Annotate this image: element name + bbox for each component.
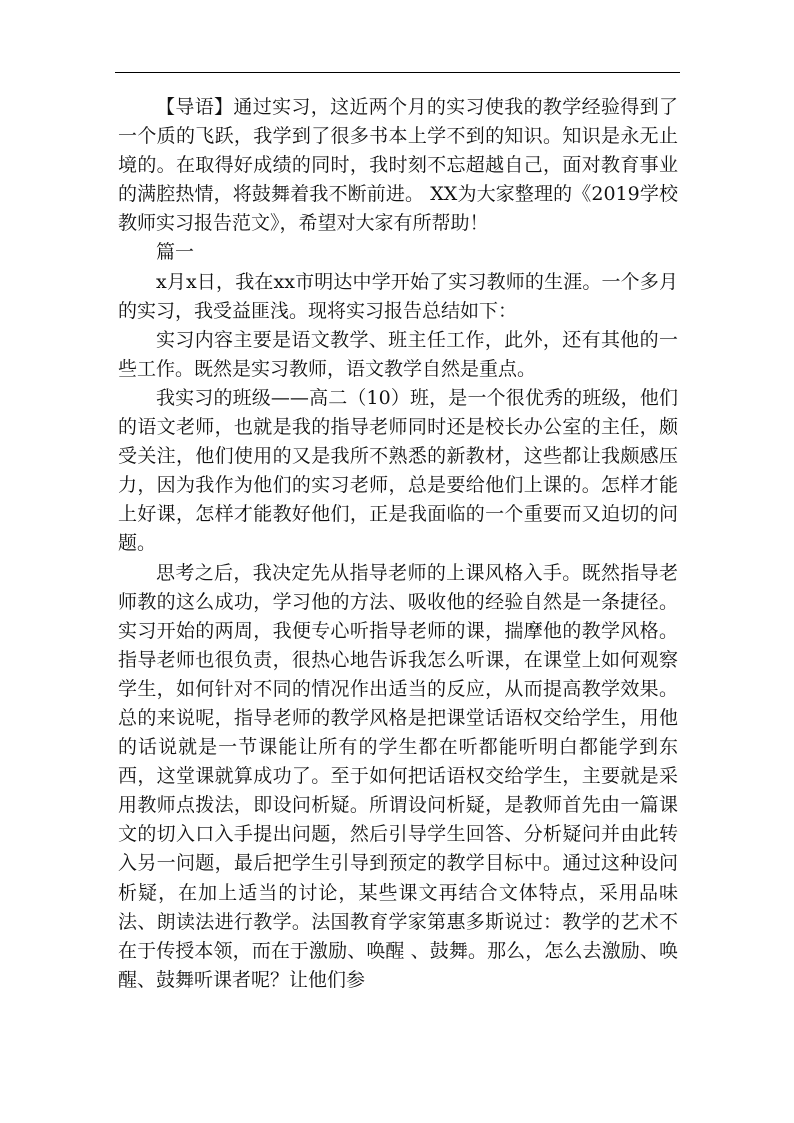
section-heading: 篇一 [156, 241, 195, 264]
body-paragraph: 实习内容主要是语文教学、班主任工作，此外，还有其他的一些工作。既然是实习教师，语文教学自然是重点。 [118, 328, 678, 380]
header-rule [115, 72, 680, 73]
document-body [118, 93, 678, 995]
body-paragraph: 我实习的班级——高二（10）班，是一个很优秀的班级，他们的语文老师，也就是我的指导老师同时还是校长办公室的主任，颇受关注，他们使用的又是我所不熟悉的新教材，这些都让我颇感压力，因为我作为他们的实习老师，总是要给他们上课的。怎样才能上好课，怎样才能教好他们，正是我面临的一个重要而又迫切的问题。 [118, 386, 678, 555]
body-paragraph: x月x日，我在xx市明达中学开始了实习教师的生涯。一个多月的实习，我受益匪浅。现将实习报告总结如下： [118, 270, 678, 322]
intro-paragraph: 【导语】通过实习，这近两个月的实习使我的教学经验得到了一个质的飞跃，我学到了很多书本上学不到的知识。知识是永无止境的。在取得好成绩的同时，我时刻不忘超越自己，面对教育事业的满腔热情，将鼓舞着我不断前进。 XX为大家整理的《2019学校教师实习报告范文》，希望对大家有所帮助！ [118, 96, 678, 235]
body-paragraph: 思考之后，我决定先从指导老师的上课风格入手。既然指导老师教的这么成功，学习他的方法、吸收他的经验自然是一条捷径。实习开始的两周，我便专心听指导老师的课，揣摩他的教学风格。指导老师也很负责，很热心地告诉我怎么听课，在课堂上如何观察学生，如何针对不同的情况作出适当的反应，从而提高教学效果。总的来说呢，指导老师的教学风格是把课堂话语权交给学生，用他的话说就是一节课能让所有的学生都在听都能听明白都能学到东西，这堂课就算成功了。至于如何把话语权交给学生，主要就是采用教师点拨法，即设问析疑。所谓设问析疑，是教师首先由一篇课文的切入口入手提出问题，然后引导学生回答、分析疑问并由此转入另一问题，最后把学生引导到预定的教学目标中。通过这种设问析疑，在加上适当的讨论，某些课文再结合文体特点，采用品味法、朗读法进行教学。法国教育学家第惠多斯说过：教学的艺术不在于传授本领，而在于激励、唤醒 、鼓舞。那么，怎么去激励、唤醒、鼓舞听课者呢？让他们参 [118, 561, 678, 991]
